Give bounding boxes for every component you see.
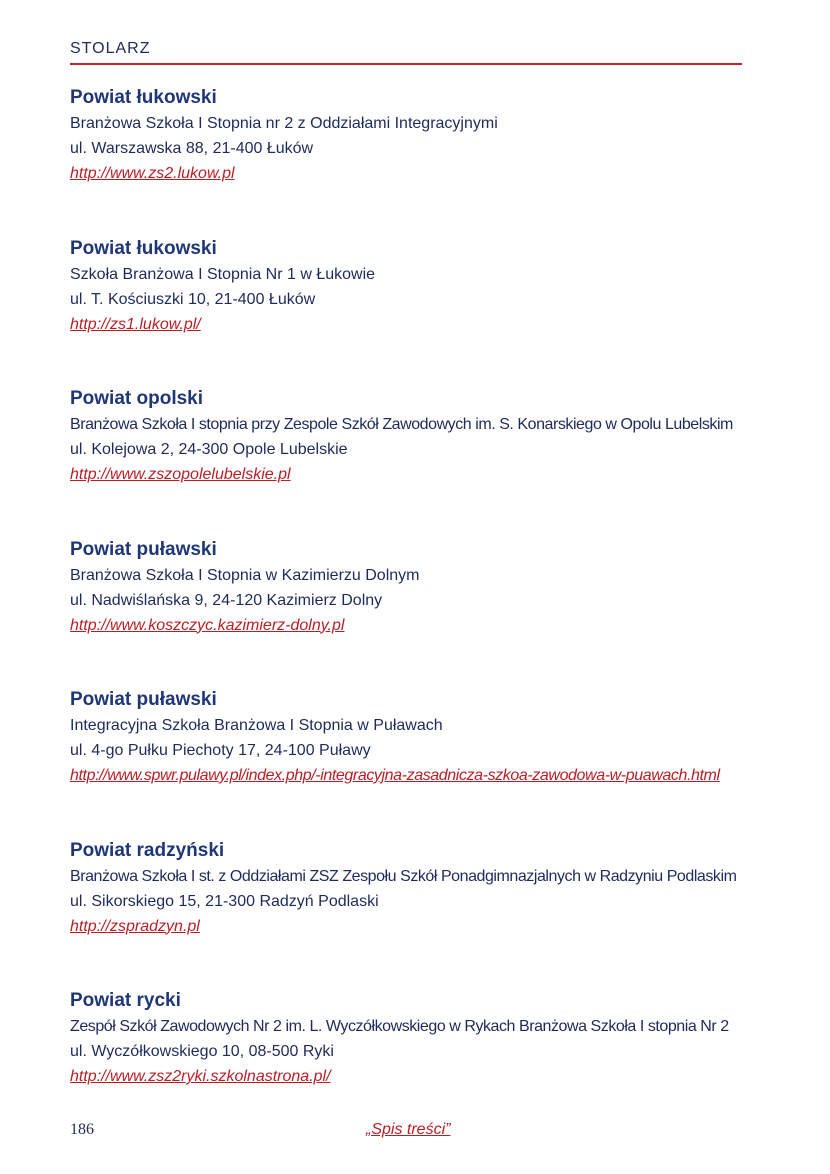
school-address: ul. T. Kościuszki 10, 21-400 Łuków [70,290,316,308]
school-address: ul. Sikorskiego 15, 21-300 Radzyń Podlaski [70,892,379,910]
table-of-contents-link[interactable]: „Spis treści” [366,1121,451,1138]
school-address: ul. Warszawska 88, 21-400 Łuków [70,140,314,157]
district-heading: Powiat puławski [70,689,217,710]
chapter-title: STOLARZ [70,40,151,57]
district-heading: Powiat rycki [70,990,181,1011]
school-website-link[interactable]: http://www.spwr.pulawy.pl/index.php/-integracyjna-zasadnicza-szkoa-zawodowa-w-puawach.html [70,767,720,784]
district-heading: Powiat łukowski [70,237,217,259]
school-entry [70,537,770,688]
school-entry [70,85,770,236]
school-entry [70,988,770,1139]
school-website-link[interactable]: http://www.zs2.lukow.pl [70,165,235,182]
page-number: 186 [70,1121,94,1138]
school-name: Szkoła Branżowa I Stopnia Nr 1 w Łukowie [70,265,376,283]
school-name: Branżowa Szkoła I st. z Oddziałami ZSZ Zespołu Szkół Ponadgimnazjalnych w Radzyniu Podlaskim [70,867,737,885]
school-website-link[interactable]: http://www.zszopolelubelskie.pl [70,466,291,483]
school-entry [70,236,770,387]
school-address: ul. 4-go Pułku Piechoty 17, 24-100 Puławy [70,742,371,759]
school-name: Zespół Szkół Zawodowych Nr 2 im. L. Wyczółkowskiego w Rykach Branżowa Szkoła I stopnia Nr 2 [70,1018,729,1035]
school-name: Branżowa Szkoła I stopnia przy Zespole Szkół Zawodowych im. S. Konarskiego w Opolu Lubelskim [70,416,733,433]
district-heading: Powiat radzyński [70,839,225,861]
school-entry [70,687,770,838]
page-header [70,38,742,66]
school-name: Branżowa Szkoła I Stopnia w Kazimierzu Dolnym [70,566,420,584]
school-entry [70,838,770,989]
school-address: ul. Kolejowa 2, 24-300 Opole Lubelskie [70,441,348,458]
district-heading: Powiat łukowski [70,87,217,108]
school-list [70,85,770,1139]
school-website-link[interactable]: http://zspradzyn.pl [70,917,200,935]
district-heading: Powiat opolski [70,388,204,409]
school-website-link[interactable]: http://www.zsz2ryki.szkolnastrona.pl/ [70,1068,331,1085]
school-name: Branżowa Szkoła I Stopnia nr 2 z Oddziałami Integracyjnymi [70,115,498,132]
district-heading: Powiat puławski [70,538,217,560]
school-website-link[interactable]: http://www.koszczyc.kazimierz-dolny.pl [70,616,345,634]
page-footer [70,1118,742,1142]
school-name: Integracyjna Szkoła Branżowa I Stopnia w Puławach [70,717,443,734]
header-divider [70,63,742,65]
school-address: ul. Nadwiślańska 9, 24-120 Kazimierz Dolny [70,591,383,609]
school-entry [70,386,770,537]
school-website-link[interactable]: http://zs1.lukow.pl/ [70,315,201,333]
school-address: ul. Wyczółkowskiego 10, 08-500 Ryki [70,1043,334,1060]
